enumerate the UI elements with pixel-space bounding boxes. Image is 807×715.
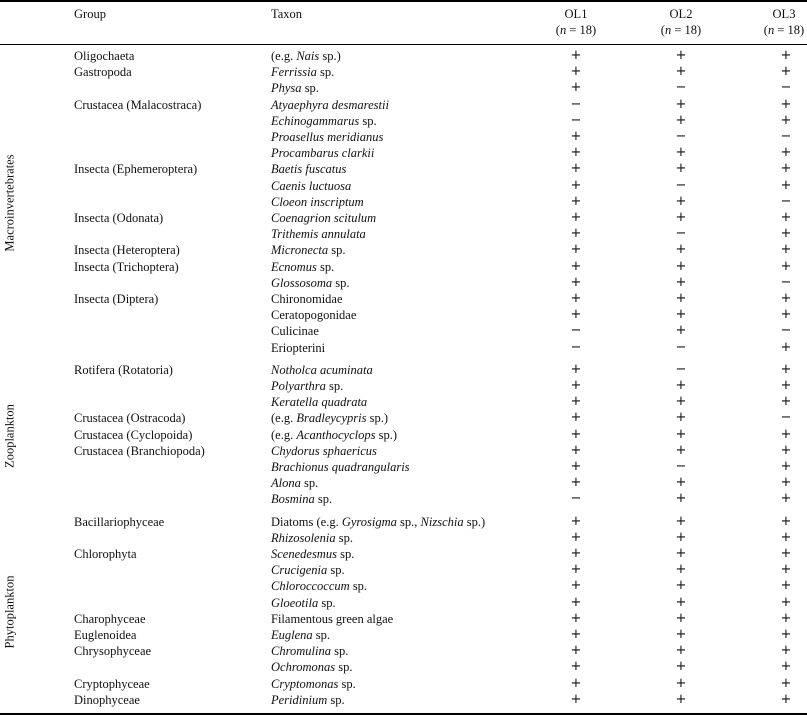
- occurrence-mark-ol1: +: [570, 210, 582, 225]
- taxon-cell: Ochromonas sp.: [271, 660, 353, 675]
- header-ol1: [541, 6, 611, 38]
- taxon-cell: Cryptomonas sp.: [271, 676, 356, 691]
- occurrence-mark-ol1: +: [570, 394, 582, 410]
- taxon-cell: Peridinium sp.: [271, 692, 345, 707]
- occurrence-mark-ol3: +: [780, 426, 792, 442]
- occurrence-mark-ol2: +: [675, 193, 687, 209]
- occurrence-mark-ol2: +: [675, 274, 687, 290]
- header-group: Group: [74, 7, 106, 21]
- occurrence-mark-ol3: +: [780, 627, 792, 642]
- taxon-cell: (e.g. Acanthocyclops sp.): [271, 427, 398, 442]
- occurrence-mark-ol3: +: [780, 242, 792, 258]
- taxon-cell: Scenedesmus sp.: [271, 547, 355, 561]
- occurrence-mark-ol2: +: [675, 426, 687, 442]
- section-label: Phytoplankton: [2, 575, 17, 649]
- group-cell: Crustacea (Malacostraca): [74, 97, 202, 112]
- header-ol2-n-text: (n = 18): [660, 23, 702, 37]
- occurrence-mark-ol3: +: [780, 459, 792, 474]
- group-cell: Bacillariophyceae: [74, 514, 165, 529]
- occurrence-mark-ol3: +: [780, 675, 792, 691]
- occurrence-mark-ol1: +: [570, 410, 582, 426]
- section-label: Zooplankton: [2, 403, 17, 468]
- occurrence-mark-ol3: +: [780, 378, 792, 393]
- occurrence-mark-ol1: +: [570, 307, 582, 323]
- header-ol1-n-text: (n = 18): [555, 23, 597, 37]
- group-cell: Crustacea (Branchiopoda): [74, 443, 205, 458]
- taxon-cell: Polyarthra sp.: [271, 379, 344, 393]
- taxon-cell: Brachionus quadrangularis: [271, 460, 410, 474]
- occurrence-mark-ol2: −: [675, 226, 687, 242]
- table-top-rule: [0, 0, 807, 2]
- occurrence-mark-ol2: +: [675, 64, 687, 80]
- occurrence-mark-ol1: +: [570, 64, 582, 80]
- occurrence-mark-ol2: +: [675, 675, 687, 691]
- occurrence-mark-ol1: +: [570, 675, 582, 691]
- occurrence-mark-ol2: +: [675, 112, 687, 128]
- occurrence-mark-ol2: −: [675, 177, 687, 193]
- occurrence-mark-ol1: −: [570, 96, 582, 112]
- occurrence-mark-ol2: +: [675, 394, 687, 410]
- occurrence-mark-ol1: +: [570, 177, 582, 193]
- taxon-cell: Chydorus sphaericus: [271, 443, 377, 458]
- group-cell: Charophyceae: [74, 611, 146, 626]
- taxon-cell: Bosmina sp.: [271, 492, 333, 507]
- group-cell: Oligochaeta: [74, 49, 135, 63]
- taxon-cell: Micronecta sp.: [271, 243, 346, 258]
- taxon-cell: Chloroccoccum sp.: [271, 579, 368, 594]
- occurrence-mark-ol1: −: [570, 491, 582, 507]
- occurrence-mark-ol3: −: [780, 410, 792, 426]
- occurrence-mark-ol1: +: [570, 161, 582, 177]
- occurrence-mark-ol2: +: [675, 48, 687, 63]
- occurrence-mark-ol3: +: [780, 177, 792, 193]
- section-label: Macroinvertebrates: [2, 154, 17, 252]
- occurrence-mark-ol3: +: [780, 307, 792, 323]
- taxon-cell: Eriopterini: [271, 340, 326, 355]
- occurrence-mark-ol3: +: [780, 291, 792, 306]
- occurrence-mark-ol1: +: [570, 426, 582, 442]
- taxon-cell: Coenagrion scitulum: [271, 211, 377, 225]
- occurrence-mark-ol2: +: [675, 323, 687, 339]
- occurrence-mark-ol2: +: [675, 442, 687, 458]
- occurrence-mark-ol3: +: [780, 594, 792, 610]
- occurrence-mark-ol2: +: [675, 627, 687, 642]
- occurrence-mark-ol2: +: [675, 145, 687, 161]
- occurrence-mark-ol3: +: [780, 513, 792, 529]
- occurrence-mark-ol2: +: [675, 410, 687, 426]
- occurrence-mark-ol3: +: [780, 48, 792, 63]
- group-cell: Gastropoda: [74, 65, 132, 80]
- taxon-cell: Physa sp.: [271, 81, 319, 96]
- header-ol2-n: [646, 22, 716, 38]
- occurrence-mark-ol3: +: [780, 562, 792, 578]
- taxon-cell: Alona sp.: [271, 476, 319, 491]
- occurrence-mark-ol2: +: [675, 242, 687, 258]
- occurrence-mark-ol1: +: [570, 361, 582, 377]
- occurrence-mark-ol3: −: [780, 80, 792, 96]
- taxon-cell: Crucigenia sp.: [271, 563, 345, 578]
- occurrence-mark-ol3: +: [780, 578, 792, 594]
- taxon-cell: Chromulina sp.: [271, 644, 349, 659]
- taxon-cell: Trithemis annulata: [271, 227, 366, 242]
- occurrence-mark-ol3: +: [780, 442, 792, 458]
- occurrence-mark-ol2: +: [675, 578, 687, 594]
- group-cell: Insecta (Heteroptera): [74, 243, 180, 258]
- taxon-cell: Proasellus meridianus: [271, 130, 384, 144]
- occurrence-mark-ol3: +: [780, 610, 792, 626]
- occurrence-mark-ol1: +: [570, 258, 582, 274]
- group-cell: Dinophyceae: [74, 692, 140, 707]
- group-cell: Rotifera (Rotatoria): [74, 362, 173, 377]
- header-ol2-name: OL2: [669, 7, 693, 21]
- occurrence-mark-ol1: +: [570, 226, 582, 242]
- occurrence-mark-ol1: +: [570, 643, 582, 659]
- occurrence-mark-ol1: +: [570, 242, 582, 258]
- occurrence-mark-ol2: +: [675, 307, 687, 323]
- occurrence-mark-ol3: +: [780, 64, 792, 80]
- occurrence-mark-ol1: +: [570, 610, 582, 626]
- taxon-cell: (e.g. Nais sp.): [271, 49, 341, 63]
- occurrence-mark-ol1: −: [570, 323, 582, 339]
- occurrence-mark-ol3: −: [780, 323, 792, 339]
- occurrence-mark-ol1: −: [570, 339, 582, 355]
- occurrence-mark-ol3: +: [780, 475, 792, 491]
- header-ol1-n: [541, 22, 611, 38]
- occurrence-mark-ol2: −: [675, 361, 687, 377]
- group-cell: Chrysophyceae: [74, 644, 152, 659]
- occurrence-mark-ol1: +: [570, 691, 582, 707]
- occurrence-mark-ol2: +: [675, 529, 687, 545]
- taxon-cell: Gloeotila sp.: [271, 595, 336, 610]
- group-cell: Cryptophyceae: [74, 676, 150, 691]
- taxon-cell: Ceratopogonidae: [271, 308, 357, 323]
- occurrence-mark-ol3: +: [780, 643, 792, 659]
- occurrence-mark-ol3: +: [780, 145, 792, 161]
- group-cell: Insecta (Ephemeroptera): [74, 162, 198, 177]
- occurrence-mark-ol2: +: [675, 210, 687, 225]
- occurrence-mark-ol2: −: [675, 339, 687, 355]
- occurrence-mark-ol1: +: [570, 274, 582, 290]
- occurrence-mark-ol2: +: [675, 491, 687, 507]
- taxon-cell: Caenis luctuosa: [271, 178, 352, 193]
- occurrence-mark-ol2: −: [675, 129, 687, 144]
- group-cell: Insecta (Odonata): [74, 211, 164, 225]
- occurrence-mark-ol3: +: [780, 96, 792, 112]
- taxon-cell: Culicinae: [271, 324, 319, 339]
- occurrence-mark-ol1: +: [570, 80, 582, 96]
- occurrence-mark-ol3: −: [780, 274, 792, 290]
- table-bottom-rule: [0, 713, 807, 715]
- taxon-cell: Echinogammarus sp.: [271, 113, 377, 128]
- occurrence-mark-ol3: +: [780, 226, 792, 242]
- occurrence-mark-ol1: +: [570, 193, 582, 209]
- occurrence-mark-ol1: +: [570, 578, 582, 594]
- taxon-cell: Glossosoma sp.: [271, 275, 350, 290]
- taxon-cell: Filamentous green algae: [271, 611, 394, 626]
- occurrence-mark-ol1: +: [570, 627, 582, 642]
- occurrence-mark-ol2: +: [675, 562, 687, 578]
- taxon-cell: (e.g. Bradleycypris sp.): [271, 411, 388, 426]
- header-ol3-name: OL3: [772, 7, 796, 21]
- occurrence-mark-ol3: +: [780, 659, 792, 675]
- occurrence-mark-ol1: +: [570, 546, 582, 561]
- taxon-cell: Procambarus clarkii: [271, 146, 375, 161]
- occurrence-mark-ol1: +: [570, 459, 582, 474]
- occurrence-mark-ol1: +: [570, 562, 582, 578]
- occurrence-mark-ol2: +: [675, 291, 687, 306]
- taxon-cell: Baetis fuscatus: [271, 162, 347, 177]
- occurrence-mark-ol3: +: [780, 339, 792, 355]
- group-cell: Insecta (Trichoptera): [74, 259, 179, 274]
- occurrence-mark-ol1: +: [570, 129, 582, 144]
- occurrence-mark-ol3: +: [780, 258, 792, 274]
- group-cell: Crustacea (Ostracoda): [74, 411, 186, 426]
- occurrence-mark-ol1: +: [570, 513, 582, 529]
- occurrence-mark-ol1: +: [570, 145, 582, 161]
- occurrence-mark-ol3: +: [780, 161, 792, 177]
- occurrence-mark-ol2: +: [675, 96, 687, 112]
- occurrence-mark-ol2: +: [675, 161, 687, 177]
- group-cell: Euglenoidea: [74, 628, 137, 642]
- occurrence-mark-ol2: +: [675, 610, 687, 626]
- occurrence-mark-ol3: +: [780, 529, 792, 545]
- header-ol2: [646, 6, 716, 38]
- occurrence-mark-ol1: +: [570, 529, 582, 545]
- header-ol3: [749, 6, 807, 38]
- taxon-cell: Ecnomus sp.: [271, 259, 335, 274]
- occurrence-mark-ol1: +: [570, 291, 582, 306]
- occurrence-mark-ol2: +: [675, 546, 687, 561]
- occurrence-mark-ol3: −: [780, 193, 792, 209]
- header-ol3-n-text: (n = 18): [763, 23, 805, 37]
- header-ol1-name: OL1: [564, 7, 588, 21]
- occurrence-mark-ol2: +: [675, 258, 687, 274]
- group-cell: Chlorophyta: [74, 547, 137, 561]
- taxon-cell: Rhizosolenia sp.: [271, 530, 353, 545]
- occurrence-mark-ol1: +: [570, 48, 582, 63]
- taxon-cell: Diatoms (e.g. Gyrosigma sp., Nizschia sp.): [271, 514, 486, 529]
- occurrence-mark-ol2: +: [675, 643, 687, 659]
- occurrence-mark-ol1: +: [570, 659, 582, 675]
- taxon-cell: Cloeon inscriptum: [271, 194, 364, 209]
- occurrence-mark-ol3: +: [780, 361, 792, 377]
- occurrence-mark-ol1: +: [570, 594, 582, 610]
- occurrence-mark-ol2: −: [675, 80, 687, 96]
- occurrence-mark-ol3: +: [780, 691, 792, 707]
- taxon-cell: Notholca acuminata: [271, 362, 373, 377]
- group-cell: Insecta (Diptera): [74, 292, 159, 306]
- occurrence-mark-ol1: +: [570, 475, 582, 491]
- occurrence-mark-ol3: +: [780, 112, 792, 128]
- occurrence-mark-ol2: +: [675, 475, 687, 491]
- occurrence-mark-ol1: −: [570, 112, 582, 128]
- occurrence-mark-ol2: −: [675, 459, 687, 474]
- taxon-cell: Euglena sp.: [271, 628, 331, 642]
- occurrence-mark-ol2: +: [675, 659, 687, 675]
- occurrence-mark-ol3: +: [780, 210, 792, 225]
- header-bottom-rule: [0, 44, 807, 45]
- occurrence-mark-ol2: +: [675, 691, 687, 707]
- taxon-cell: Chironomidae: [271, 292, 343, 306]
- group-cell: Crustacea (Cyclopoida): [74, 427, 193, 442]
- taxon-cell: Ferrissia sp.: [271, 65, 335, 80]
- occurrence-mark-ol3: +: [780, 491, 792, 507]
- taxon-cell: Atyaephyra desmarestii: [271, 97, 389, 112]
- occurrence-mark-ol1: +: [570, 442, 582, 458]
- taxon-cell: Keratella quadrata: [271, 395, 368, 410]
- header-ol3-n: [749, 22, 807, 38]
- occurrence-mark-ol3: +: [780, 546, 792, 561]
- occurrence-mark-ol2: +: [675, 378, 687, 393]
- occurrence-mark-ol1: +: [570, 378, 582, 393]
- header-taxon: Taxon: [271, 7, 303, 21]
- occurrence-mark-ol2: +: [675, 594, 687, 610]
- occurrence-mark-ol2: +: [675, 513, 687, 529]
- occurrence-mark-ol3: −: [780, 129, 792, 144]
- occurrence-mark-ol3: +: [780, 394, 792, 410]
